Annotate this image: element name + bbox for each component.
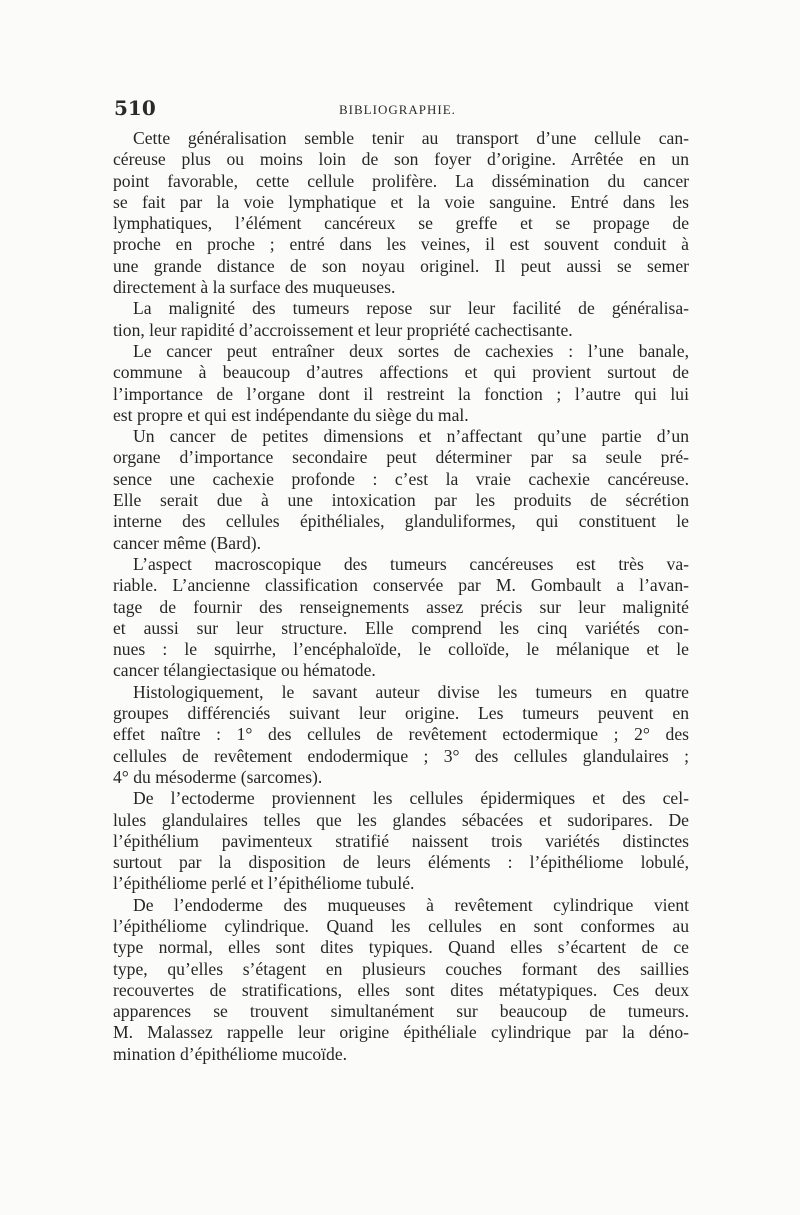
body-text [113, 128, 689, 1065]
text-line: l’épithéliome cylindrique. Quand les cellules en sont conformes au [113, 915, 689, 936]
paragraph [113, 426, 689, 554]
paragraph [113, 895, 689, 1065]
text-line: lymphatiques, l’élément cancéreux se greffe et se propage de [113, 213, 689, 234]
text-line: cancer même (Bard). [113, 532, 261, 553]
text-line: De l’endoderme des muqueuses à revêtement cylindrique vient [133, 894, 689, 915]
text-line: Cette généralisation semble tenir au transport d’une cellule can- [133, 128, 689, 148]
text-line: lules glandulaires telles que les glandes sébacées et sudoripares. De [113, 809, 689, 830]
text-line: tage de fournir des renseignements assez précis sur leur malignité [113, 596, 689, 617]
text-line: l’épithélium pavimenteux stratifié naissent trois variétés distinctes [113, 830, 689, 851]
text-line: est propre et qui est indépendante du siège du mal. [113, 404, 469, 425]
text-line: Un cancer de petites dimensions et n’affectant qu’une partie d’un [133, 426, 689, 447]
text-line: Le cancer peut entraîner deux sortes de cachexies : l’une banale, [133, 340, 689, 361]
text-line: type, qu’elles s’étagent en plusieurs couches formant des saillies [113, 958, 689, 979]
text-line: tion, leur rapidité d’accroissement et leur propriété cachectisante. [113, 319, 573, 340]
text-line: commune à beaucoup d’autres affections et qui provient surtout de [113, 362, 689, 383]
text-line: type normal, elles sont dites typiques. Quand elles s’écartent de ce [113, 937, 689, 958]
paragraph [113, 788, 689, 894]
running-head [114, 96, 686, 122]
text-line: directement à la surface des muqueuses. [113, 277, 396, 298]
paragraph [113, 128, 689, 298]
text-line: cellules de revêtement endodermique ; 3° des cellules glandulaires ; [113, 745, 689, 766]
text-line: point favorable, cette cellule prolifère. La dissémination du cancer [113, 170, 689, 191]
text-line: céreuse plus ou moins loin de son foyer d’origine. Arrêtée en un [113, 149, 689, 170]
text-line: groupes différenciés suivant leur origine. Les tumeurs peuvent en [113, 703, 689, 724]
paragraph [113, 298, 689, 341]
text-line: recouvertes de stratifications, elles sont dites métatypiques. Ces deux [113, 979, 689, 1000]
paragraph [113, 682, 689, 788]
text-line: L’aspect macroscopique des tumeurs cancéreuses est très va- [133, 553, 689, 574]
text-line: l’épithéliome perlé et l’épithéliome tubulé. [113, 873, 415, 894]
text-line: et aussi sur leur structure. Elle comprend les cinq variétés con- [113, 617, 689, 638]
text-line: organe d’importance secondaire peut déterminer par sa seule pré- [113, 447, 689, 468]
paragraph [113, 554, 689, 682]
paragraph [113, 341, 689, 426]
text-line: nues : le squirrhe, l’encéphaloïde, le colloïde, le mélanique et le [113, 639, 689, 660]
text-line: Histologiquement, le savant auteur divise les tumeurs en quatre [133, 681, 689, 702]
text-line: surtout par la disposition de leurs éléments : l’épithéliome lobulé, [113, 852, 689, 873]
text-line: proche en proche ; entré dans les veines, il est souvent conduit à [113, 234, 689, 255]
text-line: 4° du mésoderme (sarcomes). [113, 766, 323, 787]
text-line: M. Malassez rappelle leur origine épithéliale cylindrique par la déno- [113, 1022, 689, 1043]
text-line: mination d’épithéliome mucoïde. [113, 1043, 348, 1064]
text-line: se fait par la voie lymphatique et la voie sanguine. Entré dans les [113, 191, 689, 212]
page-number: 510 [114, 96, 156, 120]
text-line: une grande distance de son noyau originel. Il peut aussi se semer [113, 255, 689, 276]
running-head-title: BIBLIOGRAPHIE. [339, 102, 456, 117]
text-line: riable. L’ancienne classification conservée par M. Gombault a l’avan- [113, 575, 689, 596]
text-line: Elle serait due à une intoxication par les produits de sécrétion [113, 490, 689, 511]
text-line: apparences se trouvent simultanément sur beaucoup de tumeurs. [113, 1001, 689, 1022]
text-line: La malignité des tumeurs repose sur leur facilité de généralisa- [133, 298, 689, 319]
text-line: interne des cellules épithéliales, glanduliformes, qui constituent le [113, 511, 689, 532]
text-line: effet naître : 1° des cellules de revêtement ectodermique ; 2° des [113, 724, 689, 745]
text-line: sence une cachexie profonde : c’est la vraie cachexie cancéreuse. [113, 468, 689, 489]
text-line: De l’ectoderme proviennent les cellules épidermiques et des cel- [133, 788, 689, 809]
text-line: cancer télangiectasique ou hématode. [113, 660, 376, 681]
text-line: l’importance de l’organe dont il restreint la fonction ; l’autre qui lui [113, 383, 689, 404]
